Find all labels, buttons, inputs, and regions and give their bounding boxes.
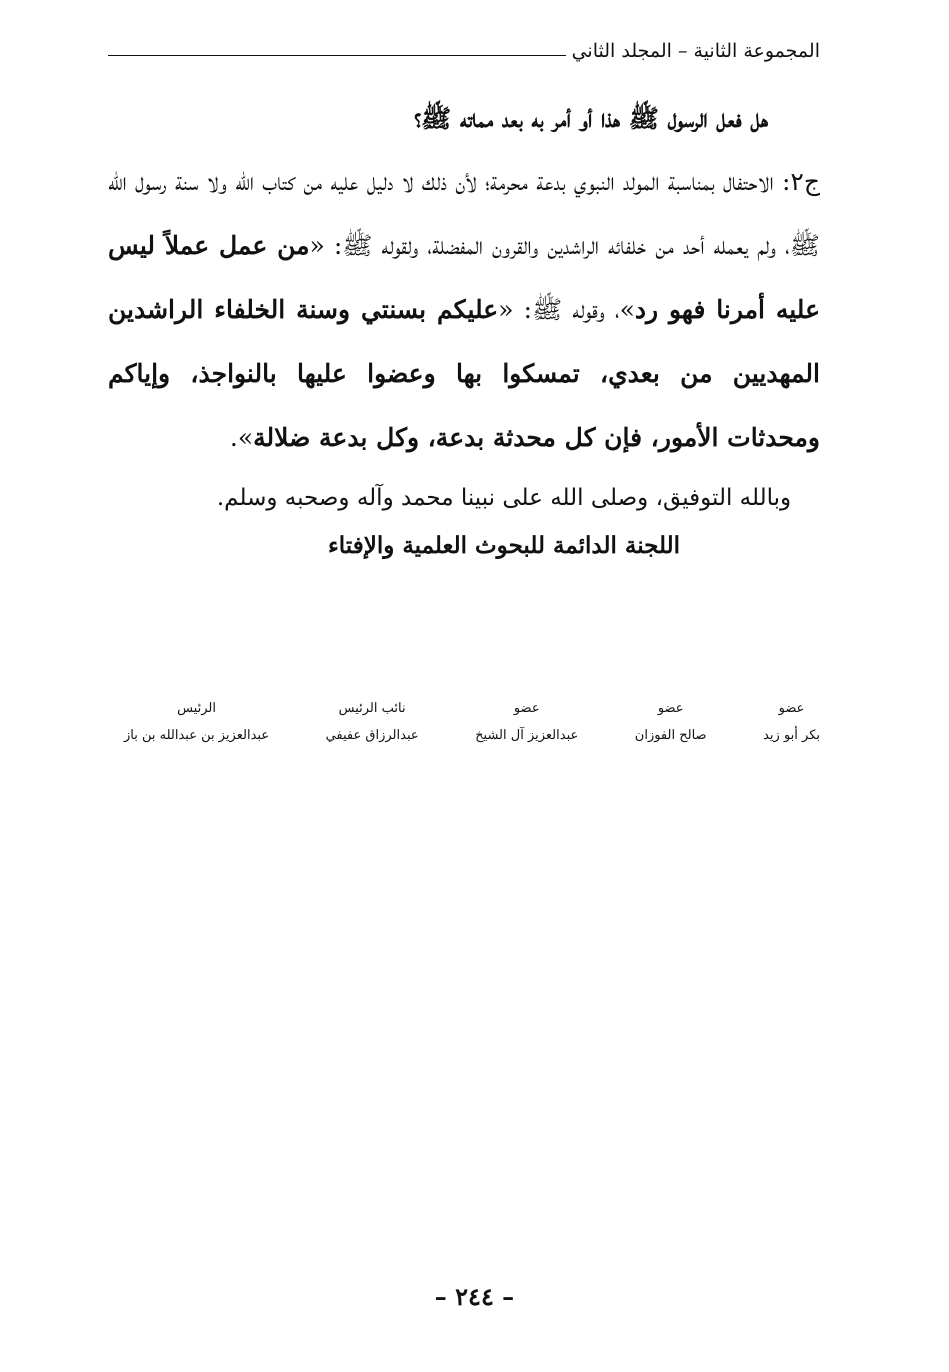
hadith-quote-1: من عمل عملاً ليس عليه أمرنا فهو رد xyxy=(108,231,820,324)
answer-paragraph xyxy=(108,150,820,470)
header-rule xyxy=(108,55,566,56)
closing-line: وبالله التوفيق، وصلى الله على نبينا محمد وآله وصحبه وسلم. xyxy=(216,485,792,511)
hadith-quote-2: عليكم بسنتي وسنة الخلفاء الراشدين المهديين من بعدي، تمسكوا بها وعضوا عليها بالنواجذ، وإياكم ومحدثات الأمور، فإن كل محدثة بدعة، وكل بدعة ضلالة xyxy=(108,295,820,452)
question-text: هل فعل الرسول ﷺ هذا أو أمر به بعد مماته ﷺ؟ xyxy=(414,104,768,133)
signatory xyxy=(326,696,419,750)
signatory-role: عضو xyxy=(778,701,805,716)
fatwa-body xyxy=(108,88,820,568)
signatory-role: نائب الرئيس xyxy=(338,701,406,716)
signatory-name: عبدالعزيز بن عبدالله بن باز xyxy=(124,728,270,743)
signatory-role: عضو xyxy=(657,701,684,716)
answer-text-3: ». xyxy=(229,423,254,452)
signatory xyxy=(475,696,578,750)
answer-text-1: ج٢: الاحتفال بمناسبة المولد النبوي بدعة محرمة؛ لأن ذلك لا دليل عليه من كتاب الله ولا سنة رسول الله ﷺ، ولم يعمله أحد من خلفائه الراشدين والقرون المفضلة، ولقوله ﷺ: « xyxy=(108,167,820,260)
committee-name: اللجنة الدائمة للبحوث العلمية والإفتاء xyxy=(327,532,681,559)
header-title: المجموعة الثانية – المجلد الثاني xyxy=(571,40,820,62)
running-header xyxy=(108,40,820,62)
signatory xyxy=(124,696,269,750)
signatory-name: صالح الفوزان xyxy=(634,728,707,743)
page-number: – ٢٤٤ – xyxy=(434,1282,515,1311)
signatory xyxy=(635,696,707,750)
signatory xyxy=(763,696,820,750)
signatories xyxy=(124,696,820,750)
signatory-name: بكر أبو زيد xyxy=(763,728,820,743)
answer-text-2: »، وقوله ﷺ: « xyxy=(498,295,635,324)
signatory-role: عضو xyxy=(513,701,540,716)
signatory-role: الرئيس xyxy=(177,701,216,716)
signatory-name: عبدالعزيز آل الشيخ xyxy=(475,728,579,743)
signatory-name: عبدالرزاق عفيفي xyxy=(325,728,419,743)
